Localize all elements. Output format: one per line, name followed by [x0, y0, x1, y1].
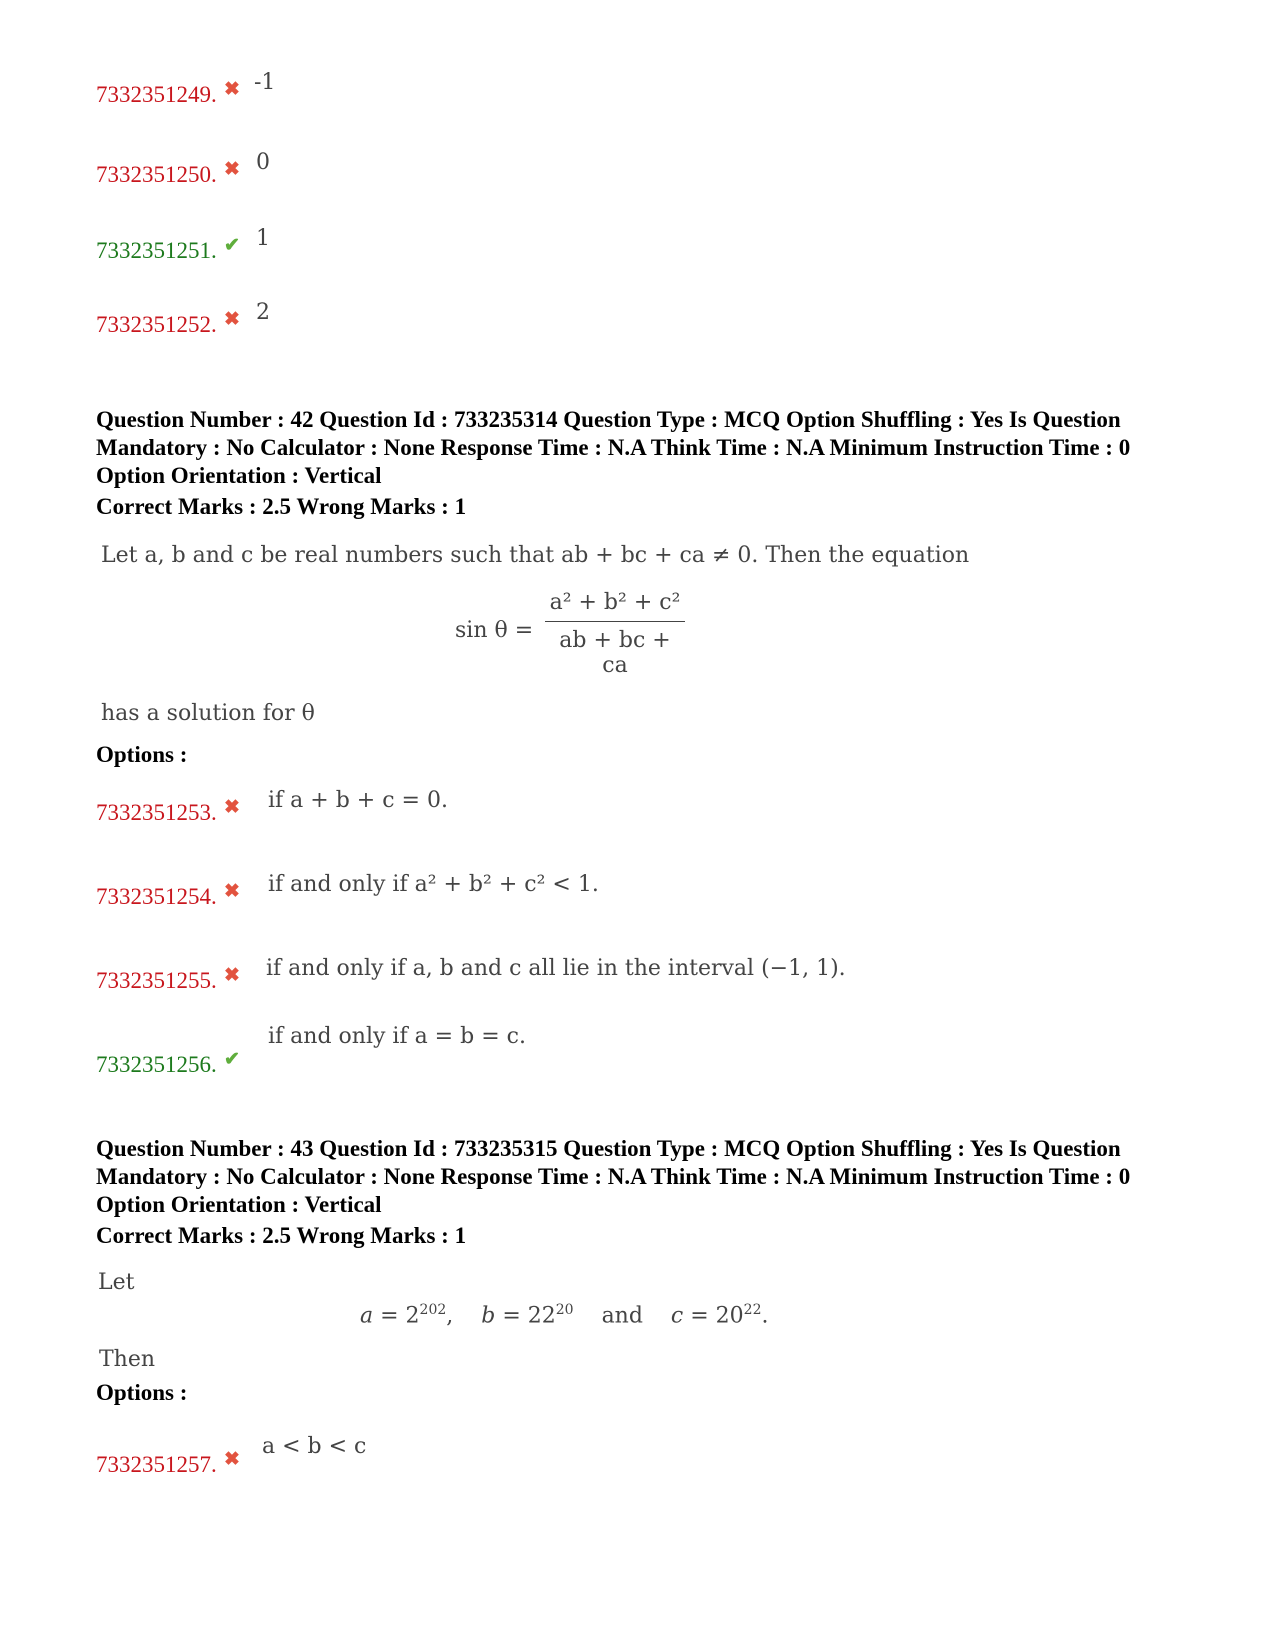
option-id: 7332351255.	[96, 968, 217, 993]
question-marks: Correct Marks : 2.5 Wrong Marks : 1	[96, 1223, 467, 1248]
option-text: if a + b + c = 0.	[268, 788, 448, 813]
fraction-denominator: ab + bc + ca	[559, 628, 671, 678]
cross-icon: ✖	[224, 965, 240, 986]
option-text: if and only if a = b = c.	[268, 1024, 526, 1049]
cross-icon: ✖	[224, 1449, 240, 1470]
equation-lhs: sin θ =	[455, 618, 534, 643]
option-id: 7332351253.	[96, 800, 217, 825]
options-label: Options :	[96, 1380, 188, 1405]
equation-abc: $a = 2^{202}$, $b = 22^{20}$ and $c = 20^{22}$.	[360, 1302, 769, 1329]
question-stem-continued: has a solution for θ	[101, 701, 315, 726]
fraction-numerator: a² + b² + c²	[549, 590, 681, 615]
option-id: 7332351257.	[96, 1452, 217, 1477]
equation-fraction	[545, 590, 685, 678]
option-id: 7332351251.	[96, 238, 217, 263]
cross-icon: ✖	[224, 881, 240, 902]
cross-icon: ✖	[224, 309, 240, 330]
question-stem: Let a, b and c be real numbers such that ab + bc + ca ≠ 0. Then the equation	[101, 543, 970, 568]
option-text: 0	[256, 150, 270, 175]
check-icon: ✔	[224, 235, 240, 256]
option-text: 1	[256, 226, 270, 251]
option-id: 7332351256.	[96, 1052, 217, 1077]
option-text: a < b < c	[262, 1434, 367, 1459]
option-text: if and only if a, b and c all lie in the interval (−1, 1).	[266, 956, 846, 981]
option-id: 7332351249.	[96, 82, 217, 107]
cross-icon: ✖	[224, 79, 240, 100]
question-stem: Let	[98, 1270, 135, 1295]
check-icon: ✔	[224, 1049, 240, 1070]
option-text: 2	[256, 300, 270, 325]
question-header: Question Number : 43 Question Id : 733235315 Question Type : MCQ Option Shuffling : Yes Is Question Mandatory : No Calculator : None Response Time : N.A Think Time : N.A Minimum Instruction Time : 0 Option Orientation : Vertical	[96, 1136, 1131, 1217]
cross-icon: ✖	[224, 797, 240, 818]
question-header: Question Number : 42 Question Id : 733235314 Question Type : MCQ Option Shuffling : Yes Is Question Mandatory : No Calculator : None Response Time : N.A Think Time : N.A Minimum Instruction Time : 0 Option Orientation : Vertical	[96, 407, 1131, 488]
question-marks: Correct Marks : 2.5 Wrong Marks : 1	[96, 494, 467, 519]
option-text: -1	[254, 70, 276, 95]
fraction-bar	[545, 621, 685, 622]
question-stem-continued: Then	[99, 1347, 156, 1372]
cross-icon: ✖	[224, 159, 240, 180]
option-text: if and only if a² + b² + c² < 1.	[268, 872, 599, 897]
option-id: 7332351254.	[96, 884, 217, 909]
options-label: Options :	[96, 742, 188, 767]
option-id: 7332351252.	[96, 312, 217, 337]
option-id: 7332351250.	[96, 162, 217, 187]
